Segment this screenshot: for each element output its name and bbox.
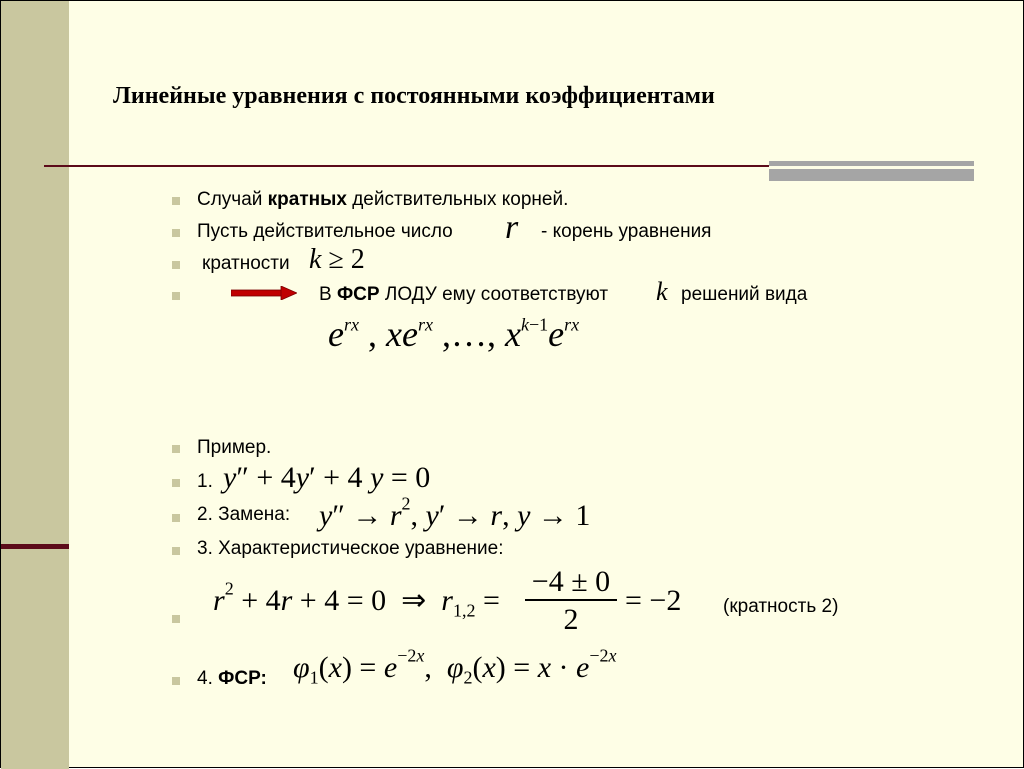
formula-equation: y″ + 4y′ + 4 y = 0 bbox=[223, 461, 431, 494]
formula-fsr: $\varphi_1(x) = e^{-2x}$, $\varphi_2(x) = x \cdot e^{-2x}$ bbox=[293, 645, 617, 688]
formula-k-ge-2: k ≥ 2 bbox=[309, 244, 365, 275]
bullet-marker bbox=[172, 229, 180, 237]
multiplicity-note: (кратность 2) bbox=[723, 596, 839, 617]
case-prefix: Случай bbox=[197, 189, 268, 210]
sidebar-divider bbox=[1, 544, 69, 549]
root-suffix: - корень уравнения bbox=[541, 221, 712, 242]
fsr-suffix: решений вида bbox=[681, 284, 808, 305]
fsr-line bbox=[319, 284, 608, 306]
formula-characteristic: $r^2 + 4r + 4 = 0$ ⇒ $r_{1,2}$ = bbox=[213, 578, 500, 621]
case-bold: кратных bbox=[267, 189, 347, 210]
step3-label: 3. Характеристическое уравнение: bbox=[197, 538, 504, 559]
example-label: Пример. bbox=[197, 437, 272, 458]
formula-k: k bbox=[656, 277, 668, 306]
formula-solutions: $e^{rx}$ , $xe^{rx}$ ,…, $x^{k-1}e^{rx}$ bbox=[328, 314, 580, 354]
formula-fraction bbox=[525, 567, 617, 635]
slide-title: Линейные уравнения с постоянными коэффициентами bbox=[113, 83, 715, 109]
sidebar-decoration bbox=[1, 1, 69, 769]
step1-label: 1. bbox=[197, 471, 213, 492]
fraction-denominator: 2 bbox=[563, 603, 579, 636]
fraction-numerator: −4 ± 0 bbox=[531, 565, 611, 598]
bullet-marker bbox=[172, 677, 180, 685]
bullet-marker bbox=[172, 197, 180, 205]
right-arrow-icon bbox=[231, 286, 297, 300]
step4-prefix: 4. bbox=[197, 668, 219, 689]
fsr-bold: ФСР bbox=[336, 284, 380, 305]
fraction-bar bbox=[525, 599, 617, 601]
step2-label: 2. Замена: bbox=[197, 504, 291, 525]
formula-r: r bbox=[505, 209, 519, 246]
bullet-marker bbox=[172, 445, 180, 453]
step4-line bbox=[197, 668, 267, 690]
bullet-marker bbox=[172, 547, 180, 555]
bullet-marker bbox=[172, 615, 180, 623]
fsr-prefix: В bbox=[319, 284, 337, 305]
bullet-marker bbox=[172, 479, 180, 487]
case-line bbox=[197, 189, 568, 211]
fsr-middle: ЛОДУ ему соответствуют bbox=[379, 284, 609, 305]
formula-root-value: = −2 bbox=[625, 584, 682, 617]
bullet-marker bbox=[172, 514, 180, 522]
title-rule bbox=[44, 165, 769, 167]
title-rule-gray-bottom bbox=[769, 169, 974, 181]
title-rule-gray-top bbox=[769, 161, 974, 166]
multiplicity-text: кратности bbox=[202, 253, 290, 274]
bullet-marker bbox=[172, 292, 180, 300]
bullet-marker bbox=[172, 261, 180, 269]
step4-bold: ФСР: bbox=[218, 668, 267, 689]
formula-substitution: $y'' \to r^2$, y′ → r, y → 1 bbox=[319, 493, 591, 532]
let-text: Пусть действительное число bbox=[197, 221, 453, 242]
case-suffix: действительных корней. bbox=[346, 189, 569, 210]
